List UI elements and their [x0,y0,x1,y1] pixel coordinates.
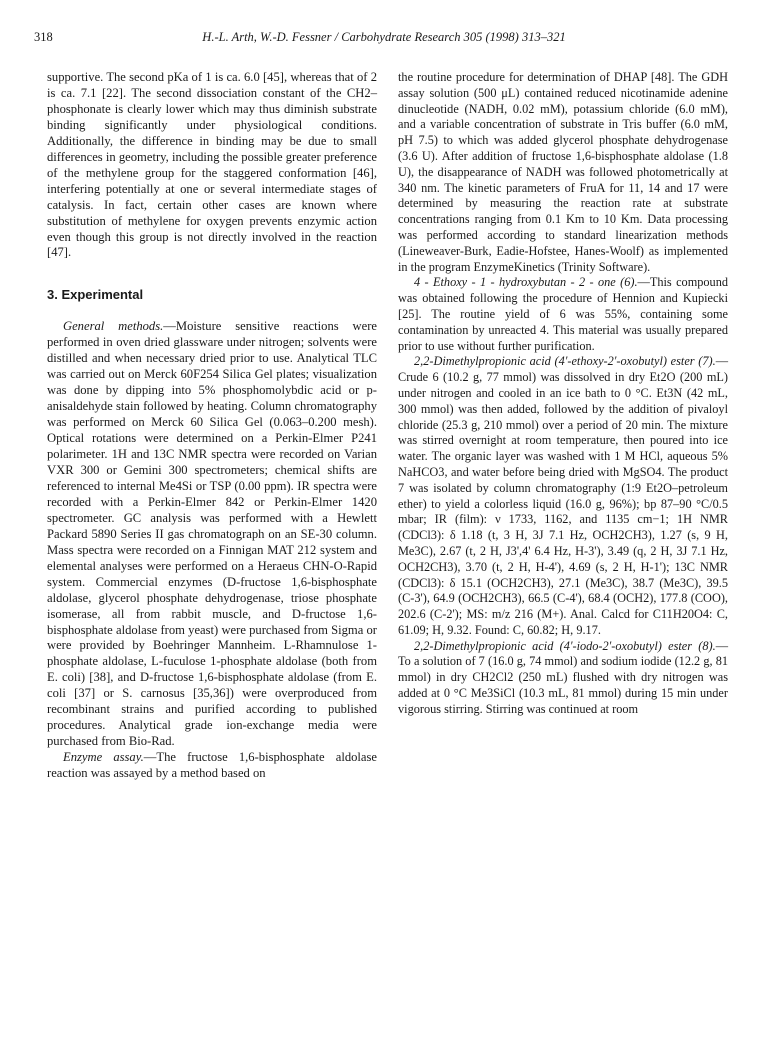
left-column [47,70,377,782]
running-title: H.-L. Arth, W.-D. Fessner / Carbohydrate Research 305 (1998) 313–321 [202,30,566,44]
enzyme-assay-lead: Enzyme assay. [63,750,144,765]
page-number: 318 [34,30,53,44]
paragraph-enzyme-assay [47,750,377,782]
paragraph-discussion-end: supportive. The second pKa of 1 is ca. 6.0 [45], whereas that of 2 is ca. 7.1 [22]. The second dissociation constant of the CH2–phosphonate is clearly lower which may thus diminish substrate binding significantly under physiological conditions. Additionally, the difference in binding may be due to small differences in geometry, including the possible greater preference of the methylene group for the staggered conformation [46], interfering potentially at one or several intermediate stages of catalysis. In fact, certain other cases are known where substitution of methylene for oxygen prevents enzymic action even though this group is not directly involved in the reaction [47]. [47,70,377,260]
paragraph-assay-continued: the routine procedure for determination of DHAP [48]. The GDH assay solution (500 μL) contained reduced nicotinamide adenine dinucleotide (NADH, 0.02 mM), potassium chloride (6.0 mM), and a variable concentration of substrate in Tris buffer (6.0 mM, pH 7.5) to which was added glycerol phosphate dehydrogenase (3.6 U). After addition of fructose 1,6-bisphosphate aldolase (1.8 U), the disappearance of NADH was followed photometrically at 340 nm. The kinetic parameters of FruA for 11, 14 and 17 were determined by measuring the reaction rate at substrate concentrations ranging from 0.1 Km to 10 Km. Data processing was performed according to standard linearization methods (Lineweaver-Burk, Eadie-Hofstee, Hanes-Woolf) as implemented in the program EnzymeKinetics (Trinity Software). [398,70,728,274]
enzyme-assay-text: —The fructose 1,6-bisphosphate aldolase reaction was assayed by a method based on [47,750,377,781]
compound-8-lead: 2,2-Dimethylpropionic acid (4'-iodo-2'-oxobutyl) ester (8). [414,638,716,653]
compound-7-text: —Crude 6 (10.2 g, 77 mmol) was dissolved in dry Et2O (200 mL) under nitrogen and cooled in an ice bath to 0 °C. Et3N (42 mL, 300 mmol) was then added, followed by the addition of pivaloyl chloride (25.3 g, 210 mmol) over a period of 20 min. The mixture was stirred overnight at room temperature, then poured into ice water. The organic layer was washed with 1 M HCl, aqueous 5% NaHCO3, and water before being dried with MgSO4. The product 7 was isolated by column chromatography (1:9 Et2O–petroleum ether) to yield a colorless liquid (16.0 g, 96%); bp 87–90 °C/0.5 mbar; IR (film): ν 1733, 1162, and 1135 cm−1; 1H NMR (CDCl3): δ 1.18 (t, 3 H, 3J 7.1 Hz, OCH2CH3), 1.27 (s, 9 H, Me3C), 2.67 (t, 2 H, J3',4' 6.4 Hz, H-3'), 3.49 (q, 2 H, 3J 7.1 Hz, OCH2CH3), 3.70 (t, 2 H, H-4'), 4.69 (s, 2 H, H-1'); 13C NMR (CDCl3): δ 15.1 (OCH2CH3), 27.1 (Me3C), 38.7 (Me3C), 39.5 (C-3'), 64.9 (OCH2CH3), 66.5 (C-4'), 68.4 (OCH2), 177.8 (COO), 202.6 (C-2'); MS: m/z 216 (M+). Anal. Calcd for C11H20O4: C, 61.09; H, 9.32. Found: C, 60.82; H, 9.17. [398,354,728,637]
paragraph-compound-8 [398,639,728,718]
compound-6-text: —This compound was obtained following the procedure of Hennion and Kupiecki [25]. The routine yield of 6 was 55%, containing some contamination by unreacted 4. This material was usually prepared prior to use without further purification. [398,275,728,353]
paragraph-general-methods [47,319,377,750]
compound-7-lead: 2,2-Dimethylpropionic acid (4'-ethoxy-2'-oxobutyl) ester (7). [414,354,716,369]
page-header [34,30,734,50]
paragraph-compound-6 [398,275,728,354]
section-heading-experimental: 3. Experimental [47,287,144,303]
general-methods-text: —Moisture sensitive reactions were performed in oven dried glassware under nitrogen; solvents were distilled and when necessary dried prior to use. Analytical TLC was carried out on Merck 60F254 Silica Gel plates; visualization was done by dipping into 5% phosphomolybdic acid or p-anisaldehyde stain followed by heating. Column chromatography was performed on Merck 60 Silica Gel (0.063–0.200 mesh). Optical rotations were determined on a Perkin-Elmer P241 polarimeter. 1H and 13C NMR spectra were recorded on Varian VXR 300 or Gemini 300 spectrometers; chemical shifts are referenced to internal Me4Si or TSP (0.00 ppm). IR spectra were recorded with a Perkin-Elmer 842 or Perkin-Elmer 1420 spectrometer. GC analysis was performed with a Hewlett Packard 5890 Series II gas chromatograph on an SE-30 column. Mass spectra were recorded on a Finnigan MAT 212 system and elemental analyses were performed on a Heraeus CHN-O-Rapid system. Commercial enzymes (D-fructose 1,6-bisphosphate aldolase, glycerol phosphate dehydrogenase, triose phosphate isomerase, all from rabbit muscle, and D-fructose 1,6-bisphosphate aldolase from yeast) were purchased from Sigma or were provided by Boehringer Mannheim. L-Rhamnulose 1-phosphate aldolase, L-fuculose 1-phosphate aldolase (both from E. coli) [38], and D-fructose 1,6-bisphosphate aldolase (from E. coli [37] or S. carnosus [35,36]) were overproduced from recombinant strains and purified according to published procedures. Analytical grade ion-exchange media were purchased from Bio-Rad. [47,319,377,749]
compound-6-lead: 4 - Ethoxy - 1 - hydroxybutan - 2 - one (6). [414,275,638,290]
general-methods-lead: General methods. [63,319,164,334]
paragraph-compound-7 [398,354,728,638]
compound-8-text: —To a solution of 7 (16.0 g, 74 mmol) and sodium iodide (12.2 g, 81 mmol) in dry CH2Cl2 (250 mL) flushed with dry nitrogen was added at 0 °C Me3SiCl (10.3 mL, 81 mmol) during 15 min under vigorous stirring. Stirring was continued at room [398,638,728,716]
right-column [398,70,728,718]
